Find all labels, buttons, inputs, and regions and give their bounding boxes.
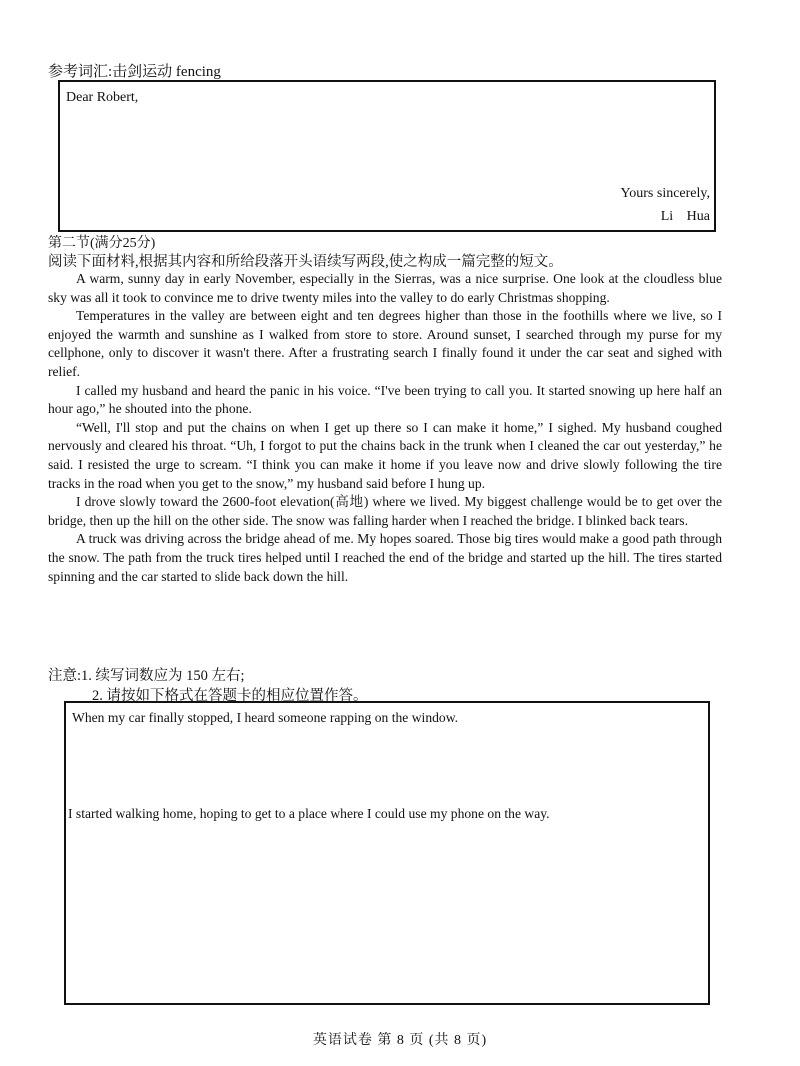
story-passage xyxy=(48,270,722,586)
story-paragraph: “Well, I'll stop and put the chains on when I get up there so I can make it home,” I sighed. My husband coughed nervously and cleared his throat. “Uh, I forgot to put the chains back in the trunk when I cleaned the car out yesterday,” he said. I resisted the urge to scream. “I think you can make it home if you leave now and drive slowly following the tire tracks in the road when you get to the snow,” my husband said before I hung up. xyxy=(48,419,722,491)
story-paragraph: Temperatures in the valley are between eight and ten degrees higher than those in the foothills where we live, so I enjoyed the warmth and sunshine as I walked from store to store. Around sunset, I searched through my purse for my cellphone, only to discover it wasn't there. After a frustrating search I finally found it under the car seat and sighed with relief. xyxy=(48,308,722,379)
story-paragraph: I drove slowly toward the 2600-foot elevation(高地) where we lived. My biggest challenge would be to get over the bridge, then up the hill on the other side. The snow was falling harder when I reached the bridge. I blinked back tears. xyxy=(48,494,722,528)
section-title: 第二节(满分25分) xyxy=(48,236,156,251)
continuation-answer-box xyxy=(64,701,710,1005)
story-paragraph: A truck was driving across the bridge ahead of me. My hopes soared. Those big tires would make a good path through the snow. The path from the truck tires helped until I reached the end of the bridge and started up the hill. The tires started spinning and the car started to slide back down the hill. xyxy=(48,531,722,584)
paragraph-opener-1: When my car finally stopped, I heard someone rapping on the window. xyxy=(72,710,459,725)
letter-closing: Yours sincerely, xyxy=(620,186,710,201)
letter-writing-box xyxy=(58,80,716,232)
letter-signature: Li Hua xyxy=(660,209,710,224)
vocabulary-note: 参考词汇:击剑运动 fencing xyxy=(48,64,221,80)
section-instruction: 阅读下面材料,根据其内容和所给段落开头语续写两段,使之构成一篇完整的短文。 xyxy=(48,254,563,270)
page-footer: 英语试卷 第 8 页 (共 8 页) xyxy=(312,1033,488,1048)
story-paragraph: A warm, sunny day in early November, especially in the Sierras, was a nice surprise. One look at the cloudless blue sky was all it took to convince me to drive twenty miles into the valley to do early Christmas shopping. xyxy=(48,271,722,305)
note-line-1: 注意:1. 续写词数应为 150 左右; xyxy=(48,668,245,684)
letter-greeting: Dear Robert, xyxy=(66,90,139,105)
note-line-2: 2. 请按如下格式在答题卡的相应位置作答。 xyxy=(92,688,368,704)
paragraph-opener-2: I started walking home, hoping to get to a place where I could use my phone on the way. xyxy=(68,806,550,821)
story-paragraph: I called my husband and heard the panic in his voice. “I've been trying to call you. It started snowing up here half an hour ago,” he shouted into the phone. xyxy=(48,382,722,417)
